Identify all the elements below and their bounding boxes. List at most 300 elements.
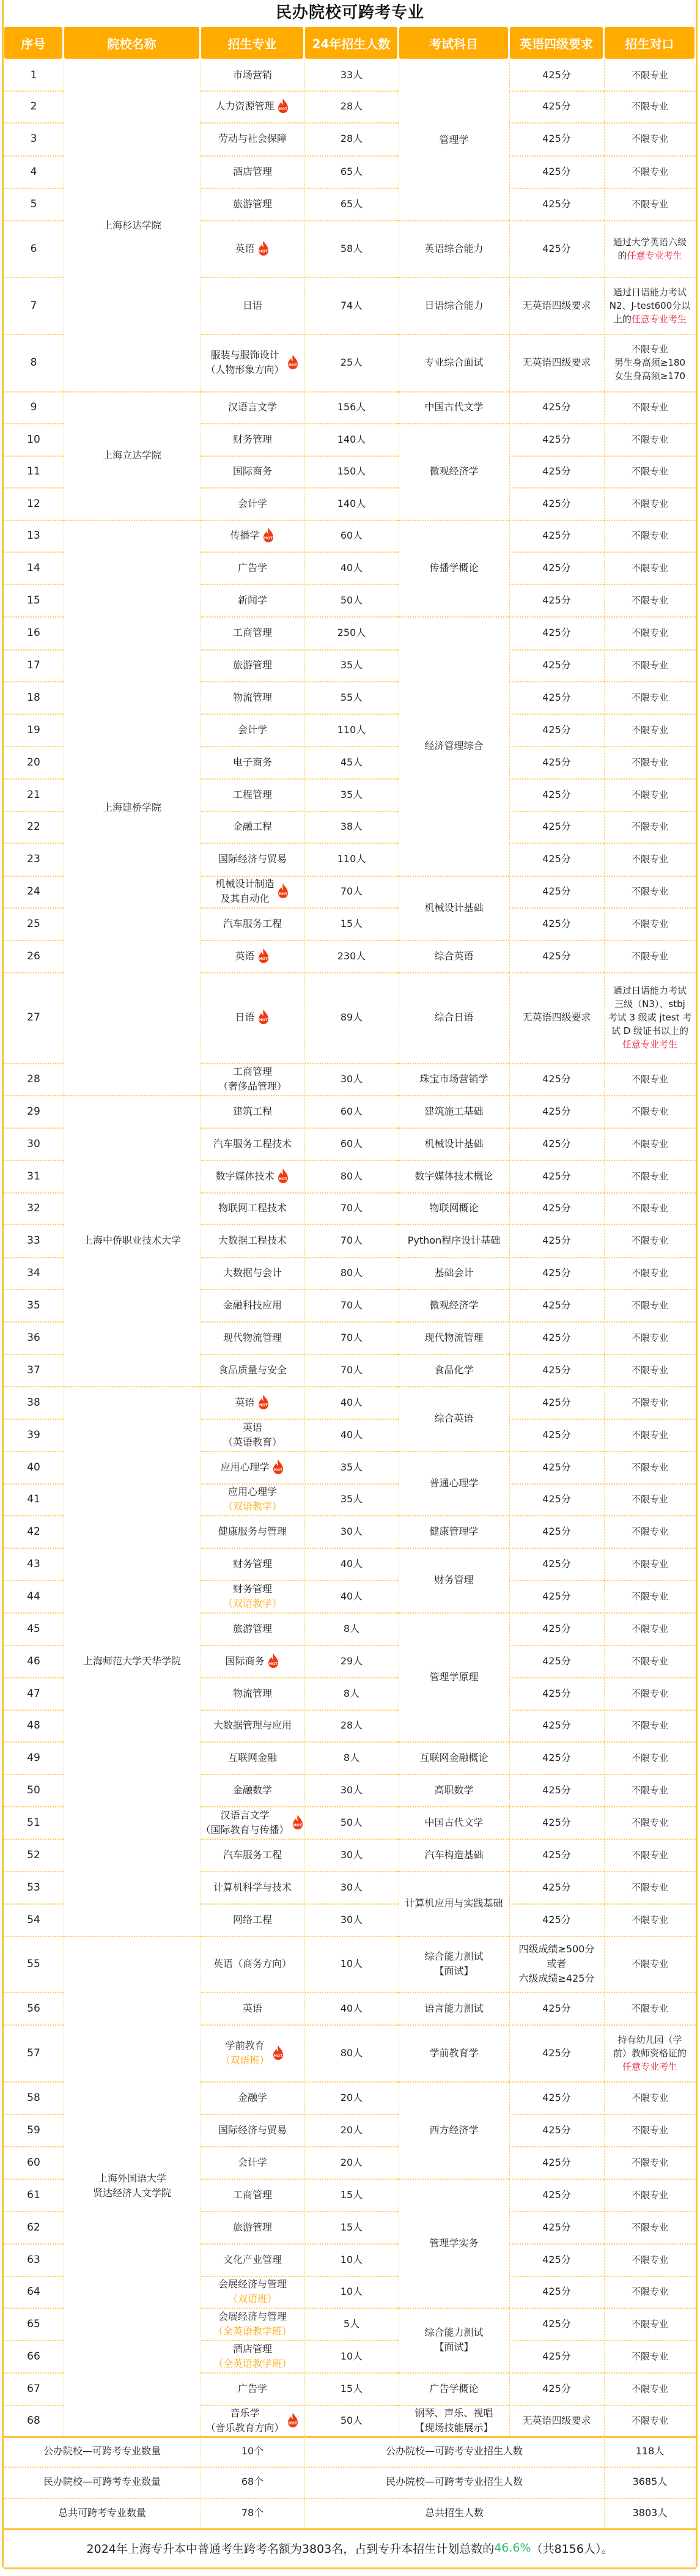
major-wrap [218, 1363, 287, 1378]
row-number: 22 [27, 821, 40, 833]
row-divider [509, 1580, 604, 1581]
enrollment-count: 156人 [337, 401, 366, 413]
major-cell [201, 1127, 304, 1160]
row-divider [201, 778, 399, 780]
enrollment-count: 30人 [340, 1848, 363, 1861]
enrollment-count: 40人 [340, 1428, 363, 1441]
major-cell [201, 2179, 304, 2211]
enrollment-count: 55人 [340, 691, 363, 703]
row-divider [201, 2276, 399, 2277]
exam-subject [399, 2024, 509, 2081]
target-requirement [604, 1095, 696, 1127]
english-requirement [509, 778, 604, 811]
text-line: 不限专业 [631, 2002, 668, 2014]
row-divider [201, 2081, 399, 2083]
major-name [213, 1880, 292, 1895]
major-wrap [233, 1686, 272, 1701]
row-number: 44 [27, 1590, 40, 1603]
row-divider [604, 940, 696, 941]
row-divider [201, 423, 399, 424]
row-divider [4, 1063, 64, 1064]
row-divider [604, 649, 696, 651]
row-divider [604, 1063, 696, 1064]
major-cell [201, 90, 304, 122]
text-line: 财务管理 [232, 1582, 272, 1595]
text-line: 不限专业 [631, 1235, 668, 1246]
major-name [228, 1751, 277, 1765]
major-wrap [228, 1751, 277, 1765]
row-divider [509, 487, 604, 489]
text-line: 425分 [542, 2156, 571, 2168]
enrollment-count: 140人 [337, 433, 366, 445]
text-line: 425分 [542, 691, 571, 703]
row-divider [201, 2243, 399, 2245]
row-divider [4, 1483, 64, 1485]
exam-subject [399, 1451, 509, 1515]
row-divider [509, 876, 604, 877]
row-divider [4, 334, 64, 335]
target-requirement [604, 1774, 696, 1806]
text-line: 425分 [542, 821, 571, 832]
text-line: 425分 [542, 68, 571, 81]
row-divider [4, 487, 64, 489]
target-requirement [604, 1127, 696, 1160]
row-divider [4, 1677, 64, 1678]
row-divider [201, 1677, 399, 1678]
row-divider [4, 1321, 64, 1323]
english-requirement [509, 1257, 604, 1289]
any-major-highlight: 任意专业考生 [632, 313, 687, 325]
major-name [223, 1330, 282, 1345]
enrollment-count: 80人 [340, 2046, 363, 2059]
text-line: 上海中侨职业技术大学 [83, 1234, 181, 1246]
text-line: 基础会计 [434, 1267, 474, 1279]
footer-percent: 46.6% [494, 2541, 531, 2555]
english-requirement [509, 1936, 604, 1992]
row-divider [604, 1257, 696, 1258]
row-divider [604, 155, 696, 157]
row-divider [509, 456, 604, 457]
enrollment-count: 40人 [340, 1396, 363, 1408]
row-divider [4, 520, 64, 521]
major-cell [201, 811, 304, 843]
svg-text:HOT: HOT [288, 2421, 297, 2426]
text-line: 物流管理 [232, 1687, 272, 1699]
text-line: 425分 [542, 1784, 571, 1796]
row-divider [4, 391, 64, 393]
major-cell [201, 2243, 304, 2276]
english-requirement [509, 1515, 604, 1548]
subject-divider [399, 972, 509, 973]
major-cell [201, 2276, 304, 2308]
row-divider [509, 2372, 604, 2374]
svg-text:HOT: HOT [288, 363, 297, 367]
target-requirement [604, 778, 696, 811]
enrollment-count: 8人 [343, 1622, 360, 1634]
text-line: N2、J-test600分以 [609, 300, 691, 311]
enrollment-count: 10人 [340, 2253, 363, 2265]
exam-subject [399, 277, 509, 334]
major-wrap [205, 348, 299, 377]
text-line: 日语 [235, 1011, 255, 1023]
major-cell [201, 334, 304, 391]
text-line: 通过日语能力考试 [613, 985, 687, 996]
text-line: 425分 [542, 659, 571, 671]
row-divider [201, 1321, 399, 1323]
enrollment-count: 30人 [340, 1913, 363, 1925]
target-requirement [604, 391, 696, 423]
major-name [233, 1913, 272, 1927]
enrollment-count: 110人 [337, 853, 366, 865]
text-line: （国际教育与传播） [201, 1823, 289, 1836]
row-divider [4, 1839, 64, 1840]
row-number: 43 [27, 1557, 40, 1570]
text-line: 上海杉达学院 [102, 219, 161, 231]
row-divider [509, 1127, 604, 1129]
row-divider [509, 2146, 604, 2147]
row-divider [604, 1710, 696, 1711]
row-divider [604, 1645, 696, 1646]
text-line: 425分 [542, 1719, 571, 1731]
target-requirement [604, 1224, 696, 1257]
major-name [233, 1622, 272, 1636]
text-line: 网络工程 [232, 1913, 272, 1925]
subject-divider [399, 1192, 509, 1194]
text-line: 425分 [542, 788, 571, 800]
major-wrap [235, 1394, 270, 1411]
text-line: 不限专业 [631, 1203, 668, 1214]
text-line: 不限专业 [631, 692, 668, 703]
text-line: 管理学 [439, 133, 469, 146]
text-line: 微观经济学 [429, 465, 479, 477]
row-divider [604, 2308, 696, 2309]
row-divider [509, 2179, 604, 2180]
enrollment-count: 35人 [340, 788, 363, 800]
row-divider [604, 2211, 696, 2212]
english-requirement [509, 843, 604, 876]
text-line: 不限专业 [631, 789, 668, 800]
row-divider [4, 616, 64, 618]
major-cell [201, 1354, 304, 1386]
row-divider [509, 907, 604, 909]
text-line: 互联网金融概论 [419, 1751, 488, 1763]
row-divider [201, 2146, 399, 2147]
major-cell [201, 1451, 304, 1483]
subject-divider [399, 2372, 509, 2374]
row-divider [4, 972, 64, 973]
major-name [218, 1363, 287, 1378]
major-name [243, 2001, 262, 2016]
row-divider [509, 843, 604, 844]
row-divider [604, 1095, 696, 1096]
major-cell [201, 940, 304, 972]
subject-divider [399, 1257, 509, 1258]
text-line: 物联网工程技术 [218, 1202, 287, 1214]
major-wrap [233, 197, 272, 212]
exam-subject [399, 2372, 509, 2405]
row-number: 8 [30, 356, 37, 369]
row-divider [4, 1224, 64, 1225]
text-line: 新闻学 [237, 594, 267, 606]
row-divider [509, 2405, 604, 2406]
text-line: 425分 [542, 1848, 571, 1861]
row-divider [4, 1871, 64, 1872]
row-divider [4, 584, 64, 585]
major-cell [201, 423, 304, 456]
row-number: 47 [27, 1687, 40, 1700]
exam-subject [399, 391, 509, 423]
subject-divider [399, 1063, 509, 1064]
major-cell [201, 2024, 304, 2081]
text-line: 不限专业 [631, 1958, 668, 1969]
row-divider [509, 972, 604, 973]
major-name [218, 1233, 287, 1248]
major-name [223, 2253, 282, 2267]
row-divider [509, 746, 604, 747]
text-line: 425分 [542, 133, 571, 144]
english-requirement [509, 1903, 604, 1936]
major-cell [201, 1936, 304, 1992]
target-requirement [604, 520, 696, 552]
enrollment-count: 20人 [340, 2156, 363, 2168]
english-requirement [509, 220, 604, 277]
text-line: 不限专业 [631, 1073, 668, 1085]
text-line: 425分 [542, 1557, 571, 1570]
target-requirement [604, 2243, 696, 2276]
row-divider [201, 1936, 399, 1937]
svg-text:HOT: HOT [278, 107, 287, 111]
enrollment-count: 29人 [340, 1655, 363, 1667]
row-divider [4, 778, 64, 780]
row-divider [4, 1612, 64, 1614]
target-requirement [604, 2211, 696, 2243]
text-line: 425分 [542, 950, 571, 962]
enrollment-count: 15人 [340, 2382, 363, 2394]
row-divider [201, 1451, 399, 1452]
text-line: 不限专业 [631, 1332, 668, 1343]
text-line: 中国古代文学 [424, 401, 484, 413]
row-divider [509, 2308, 604, 2309]
row-divider [604, 584, 696, 585]
major-cell [201, 1839, 304, 1871]
english-requirement [509, 1677, 604, 1710]
row-divider [604, 681, 696, 682]
row-divider [604, 1354, 696, 1355]
text-line: 425分 [542, 1331, 571, 1343]
text-line: 金融数学 [232, 1784, 272, 1796]
text-line: 会展经济与管理 [218, 2310, 287, 2322]
row-divider [4, 552, 64, 553]
header-major: 招生专业 [201, 27, 303, 59]
major-cell [201, 220, 304, 277]
row-divider [509, 122, 604, 124]
row-divider [509, 552, 604, 553]
major-name [223, 917, 282, 931]
row-divider [4, 1192, 64, 1194]
text-line: 不限专业 [631, 344, 668, 355]
major-wrap [223, 1582, 282, 1611]
exam-subject [399, 520, 509, 616]
exam-subject [399, 334, 509, 391]
row-divider [201, 1515, 399, 1516]
english-requirement [509, 1289, 604, 1321]
target-requirement [604, 1419, 696, 1451]
row-divider [4, 1419, 64, 1420]
svg-text:HOT: HOT [273, 2053, 282, 2058]
summary-label: 民办院校—可跨考专业数量 [43, 2476, 161, 2488]
english-requirement [509, 2179, 604, 2211]
english-requirement [509, 681, 604, 714]
row-divider [604, 1289, 696, 1290]
row-divider [201, 714, 399, 715]
major-wrap [213, 1880, 292, 1895]
row-divider [604, 1741, 696, 1743]
row-divider [509, 2114, 604, 2115]
row-divider [604, 277, 696, 278]
row-divider [201, 2211, 399, 2212]
major-name [223, 1420, 282, 1450]
row-divider [509, 220, 604, 221]
text-line: 综合英语 [434, 950, 474, 962]
major-wrap [233, 690, 272, 705]
target-requirement [604, 122, 696, 155]
text-line: 男生身高须≥180 [614, 357, 686, 368]
row-divider [201, 972, 399, 973]
exam-subject [399, 423, 509, 520]
row-divider [604, 2340, 696, 2341]
text-line: 不限专业 [631, 918, 668, 929]
text-line: 会展经济与管理 [218, 2278, 287, 2290]
school-divider [64, 391, 201, 393]
major-wrap [238, 561, 267, 575]
major-name [238, 2091, 267, 2105]
footer-suffix: （共8156人）。 [531, 2542, 613, 2556]
target-requirement [604, 616, 696, 649]
english-requirement [509, 1806, 604, 1839]
row-divider [509, 1160, 604, 1161]
major-wrap [215, 877, 289, 906]
exam-subject [399, 1354, 509, 1386]
row-divider [509, 1774, 604, 1775]
row-divider [509, 1483, 604, 1485]
text-line: 425分 [542, 1234, 571, 1246]
row-divider [4, 2276, 64, 2277]
english-requirement [509, 2024, 604, 2081]
enrollment-count: 65人 [340, 197, 363, 210]
row-number: 56 [27, 2002, 40, 2015]
hot-flame-icon [291, 1814, 304, 1831]
text-line: 425分 [542, 2253, 571, 2265]
row-divider [4, 2308, 64, 2309]
row-divider [604, 487, 696, 489]
row-number: 40 [27, 1461, 40, 1474]
enrollment-count: 28人 [340, 1719, 363, 1731]
major-wrap [228, 400, 277, 415]
target-requirement [604, 2024, 696, 2081]
exam-subject [399, 1386, 509, 1451]
row-divider [604, 811, 696, 812]
text-line: 文化产业管理 [223, 2253, 282, 2265]
major-cell [201, 1321, 304, 1354]
text-line: 机械设计基础 [424, 901, 484, 913]
text-line: 425分 [542, 1461, 571, 1473]
subject-divider [399, 1612, 509, 1614]
subject-divider [399, 1992, 509, 1993]
hot-flame-icon [257, 948, 270, 965]
major-cell [201, 520, 304, 552]
english-requirement [509, 1386, 604, 1419]
row-divider [604, 1677, 696, 1678]
target-requirement [604, 876, 696, 907]
english-requirement [509, 1354, 604, 1386]
english-requirement [509, 277, 604, 334]
target-requirement [604, 456, 696, 487]
text-line: 不限专业 [631, 1299, 668, 1311]
text-line: Python程序设计基础 [407, 1234, 501, 1246]
major-cell [201, 1483, 304, 1515]
enrollment-count: 10人 [340, 2286, 363, 2297]
english-requirement [509, 746, 604, 778]
text-line: 不限专业 [631, 133, 668, 144]
row-divider [201, 1224, 399, 1225]
row-divider [509, 334, 604, 335]
text-line: 四级成绩≥500分 [518, 1943, 595, 1955]
major-wrap [233, 432, 272, 447]
text-line: 酒店管理 [232, 2342, 272, 2355]
english-requirement [509, 1224, 604, 1257]
target-requirement [604, 681, 696, 714]
text-line: 英语 [235, 242, 255, 254]
english-requirement [509, 2308, 604, 2340]
enrollment-count: 58人 [340, 242, 363, 254]
enrollment-count: 70人 [340, 1331, 363, 1343]
major-name [233, 819, 272, 834]
text-line: 不限专业 [631, 756, 668, 768]
row-divider [4, 2024, 64, 2026]
row-divider [509, 1741, 604, 1743]
row-number: 14 [27, 561, 40, 574]
major-wrap [201, 1808, 304, 1837]
hot-flame-icon [271, 2045, 285, 2062]
school-name [64, 520, 201, 1095]
major-cell [201, 2211, 304, 2243]
text-line: 国际商务 [232, 465, 272, 477]
row-divider [201, 487, 399, 489]
row-divider [4, 2081, 64, 2083]
svg-text:HOT: HOT [259, 249, 268, 254]
row-number: 23 [27, 853, 40, 865]
major-wrap [233, 1104, 272, 1119]
target-requirement [604, 1354, 696, 1386]
target-requirement [604, 2146, 696, 2179]
target-requirement [604, 746, 696, 778]
major-name [218, 852, 287, 866]
row-divider [604, 90, 696, 92]
text-line: 机械设计基础 [424, 1137, 484, 1150]
enrollment-count: 45人 [340, 756, 363, 768]
row-number: 45 [27, 1622, 40, 1635]
text-line: 互联网金融 [227, 1751, 277, 1763]
english-requirement [509, 1580, 604, 1612]
row-divider [201, 1580, 399, 1581]
row-number: 10 [27, 433, 40, 446]
english-requirement [509, 2276, 604, 2308]
text-line: 425分 [542, 1202, 571, 1214]
major-cell [201, 2114, 304, 2146]
text-line: 健康管理学 [429, 1525, 479, 1537]
enrollment-count: 40人 [340, 1557, 363, 1570]
text-line: 不限专业 [631, 1752, 668, 1763]
